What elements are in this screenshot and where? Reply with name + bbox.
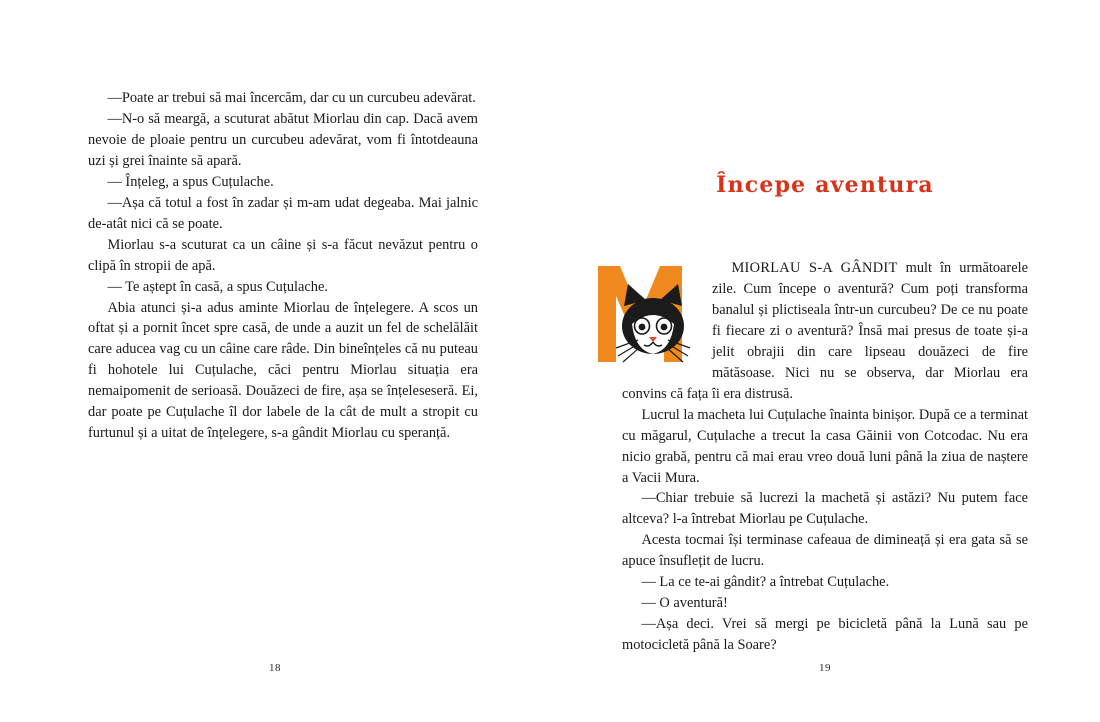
paragraph: — Înțeleg, a spus Cuțulache. [107,173,274,190]
paragraph: — Te aștept în casă, a spus Cuțulache. [107,278,328,295]
paragraph: — La ce te-ai gândit? a întrebat Cuțulache. [641,574,890,591]
right-page-text [622,258,1028,656]
right-page [550,0,1100,722]
page-number-left: 18 [269,662,281,674]
paragraph: Lucrul la macheta lui Cuțulache înainta binișor. După ce a terminat cu măgarul, Cuțulache a trecut la casa Găinii von Cotcodac. Nu era nicio grabă, pentru că mai erau vreo două luni până la ziua de naștere a Vacii Mura. [622,406,1028,486]
paragraph: Abia atunci și-a adus aminte Miorlau de înțelegere. A scos un oftat și a pornit încet spre casă, de unde a auzit un fel de schelălăit care aducea vag cu un câine care râde. Din bineînțeles că nu puteau fi hohotele lui Cuțulache, căci pentru Miorlau situația era nemaipomenit de serioasă. Douăzeci de fire, așa se înțeleseseră. Ei, dar poate pe Cuțulache îl dor labele de la cât de mult a stropit cu furtunul și a uitat de înțelegere, s-a gândit Miorlau cu speranță. [88,299,478,442]
left-page-text [88,88,478,444]
opening-words: MIORLAU S-A GÂNDIT [731,260,898,276]
paragraph: —Așa că totul a fost în zadar și m-am udat degeaba. Mai jalnic de-atât nici că se poate. [88,194,478,232]
paragraph: Acesta tocmai își terminase cafeaua de dimineață și era gata să se apuce însuflețit de lucru. [622,532,1028,570]
paragraph: —Așa deci. Vrei să mergi pe bicicletă până la Lună sau pe motocicletă până la Soare? [622,616,1028,654]
first-paragraph-rest: mult în următoarele zile. Cum începe o aventură? Cum poți transforma banalul și plictiseala într-un curcubeu? De ce nu poate fi fiecare zi o aventură? Însă mai presus de toate și-a jelit obrajii din care lipseau douăzeci de fire mătăsoase. Nici nu se observa, dar Miorlau era convins că fața îi era distrusă. [622,260,1028,402]
paragraph: —Poate ar trebui să mai încercăm, dar cu un curcubeu adevărat. [107,90,476,106]
paragraph: —Chiar trebuie să lucrezi la machetă și astăzi? Nu putem face altceva? l-a întrebat Miorlau pe Cuțulache. [622,490,1028,528]
paragraph: — O aventură! [641,595,728,612]
paragraph: Miorlau s-a scuturat ca un câine și s-a făcut nevăzut pentru o clipă în stropii de apă. [88,236,478,274]
paragraph: —N-o să meargă, a scuturat abătut Miorlau din cap. Dacă avem nevoie de ploaie pentru un curcubeu adevărat, vom fi întotdeauna uzi și grei înainte să apară. [88,110,478,169]
chapter-title: Începe aventura [716,172,934,198]
page-number-right: 19 [819,662,831,674]
dropcap-cat-illustration [594,262,702,374]
